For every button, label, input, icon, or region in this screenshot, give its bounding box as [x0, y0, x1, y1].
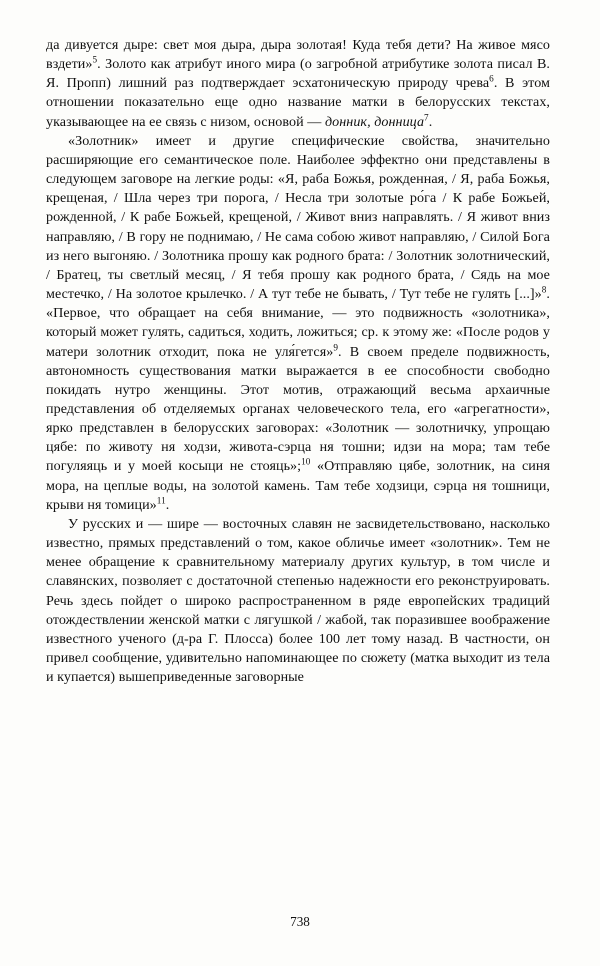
page-body [46, 36, 550, 687]
paragraph: У русских и — шире — восточных славян не засвидетельствовано, насколько известно, прямых представлений о том, какое обличье имеет «золотник». Тем не менее обращение к сравнительному материалу других культур, в том числе и славянских, позволяет с достаточной степенью надежности его реконструировать. Речь здесь пойдет о широко распространенном в ряде европейских традиций отождествлении женской матки с лягушкой / жабой, так поразившее воображение известного ученого (д-ра Г. Плосса) более 100 лет тому назад. В частности, он привел сообщение, удивительно напоминающее по сюжету (матка выходит из тела и купается) вышеприведенные заговорные [46, 515, 550, 686]
paragraph: да дивуется дыре: свет моя дыра, дыра золотая! Куда тебя дети? На живое мясо вздети»$^5$. Золото как атрибут иного мира (о загробной атрибутике золота писал В. Я. Пропп) лишний раз подтверждает эсхатоническую природу чрева$^6$. В этом отношении показательно еще одно название матки в белорусских текстах, указывающее на ее связь с низом, основой — донник, донница$^7$. [46, 37, 550, 130]
paragraph: «Золотник» имеет и другие специфические свойства, значительно расширяющие его семантическое поле. Наиболее эффектно они представлены в следующем заговоре на легкие роды: «Я, раба Божья, рожденная, / Я, раба Божья, крещеная, / Шла через три порога, / Несла три золотые ро́га / К рабе Божьей, рожденной, / К рабе Божьей, крещеной, / Живот вниз направлять. / Я живот вниз направляю, / В гору не поднимаю, / Не сама собою живот направляю, / Силой Бога из него выгоняю. / Золотника прошу как родного брата: / Золотник золотнический, / Братец, ты светлый месяц, / Я тебя прошу как родного брата, / Сядь на мое местечко, / На золотое крылечко. / А тут тебе не бывать, / Тут тебе не гулять [...]»$^8$. «Первое, что обращает на себя внимание, — это подвижность «золотника», который может гулять, садиться, ходить, ложиться; ср. к этому же: «После родов у матери золотник отходит, пока не уля́гется»$^9$. В своем пределе подвижность, автономность существования матки выражается в ее способности свободно покидать нутро женщины. Этот мотив, отражающий весьма архаичные представления об отделяемых органах человеческого тела, его «агрегатности», ярко представлен в белорусских заговорах: «Золотник — золотничку, упрощаю цябе: по животу ня ходзи, живота-сэрца ня тошни; идзи на мора; там тебе погуляяць и у моей косыци не стояць»;$^{10}$ «Отправляю цябе, золотник, на синя мора, на цеплые воды, на золотой камень. Там тебе ходзици, сэрца ня тошници, крыви ня томици»$^{11}$. [46, 132, 550, 513]
page-number: 738 [290, 914, 310, 929]
